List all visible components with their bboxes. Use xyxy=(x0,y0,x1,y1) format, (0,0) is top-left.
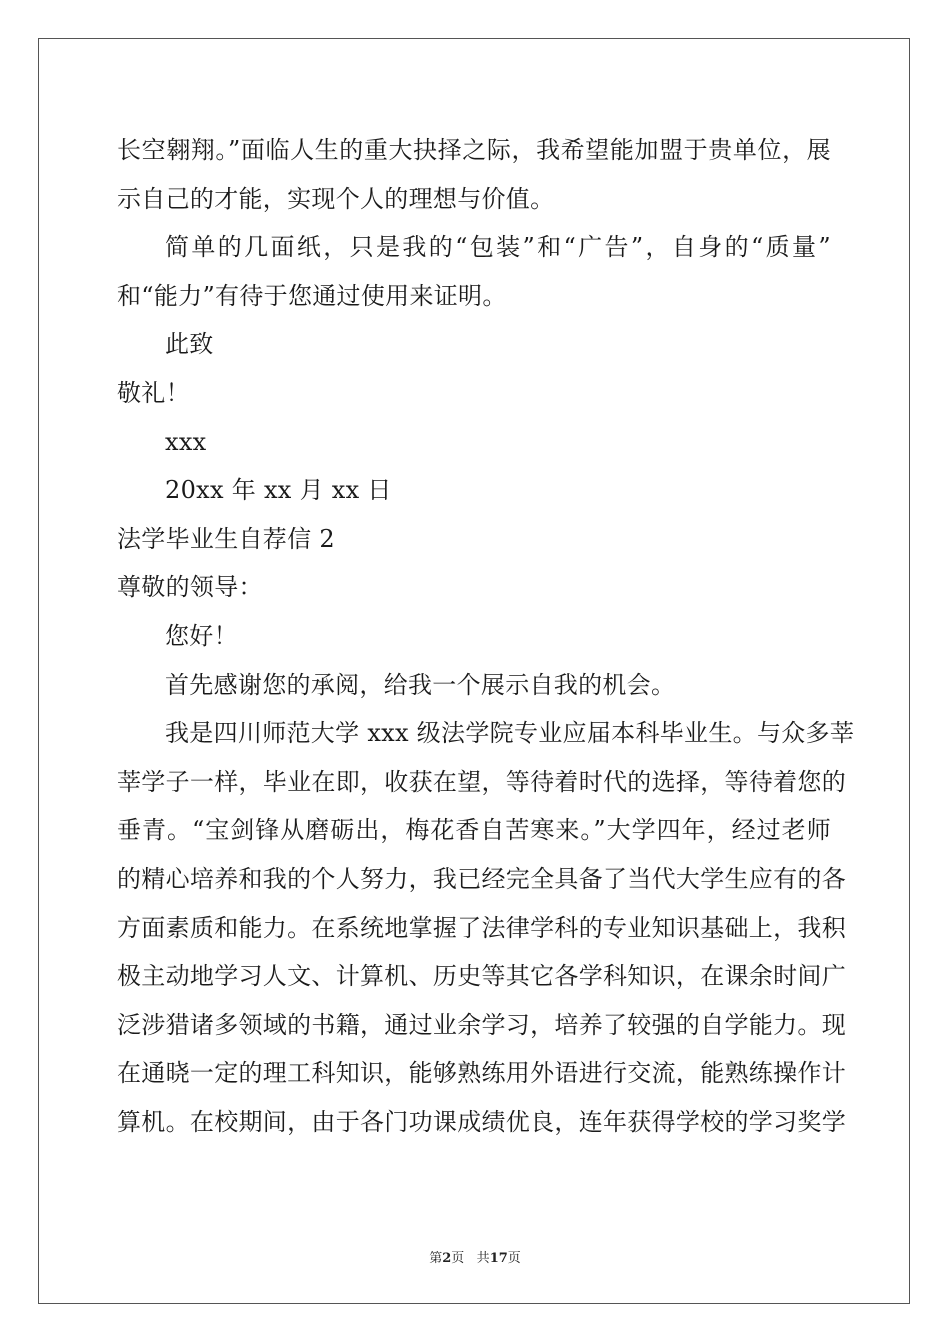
text-line: 方面素质和能力。在系统地掌握了法律学科的专业知识基础上，我积 xyxy=(117,913,846,942)
section-heading: 法学毕业生自荐信 2 xyxy=(117,524,335,553)
page-prefix: 第 xyxy=(429,1251,443,1266)
signature-name: xxx xyxy=(165,427,207,456)
signature-date: 20xx 年 xx 月 xx 日 xyxy=(165,476,392,505)
total-pages: 17 xyxy=(489,1251,508,1266)
page-number: 2 xyxy=(442,1251,452,1266)
text-line: 在通晓一定的理工科知识，能够熟练用外语进行交流，能熟练操作计 xyxy=(117,1059,846,1088)
closing-regards: 敬礼！ xyxy=(117,378,190,407)
total-prefix: 共 xyxy=(476,1251,490,1266)
total-suffix: 页 xyxy=(507,1251,521,1266)
closing-salutation: 此致 xyxy=(165,330,214,359)
text-line: 泛涉猎诸多领域的书籍，通过业余学习，培养了较强的自学能力。现 xyxy=(117,1010,846,1039)
letter-hello: 您好！ xyxy=(165,621,238,650)
text-line: 示自己的才能，实现个人的理想与价值。 xyxy=(117,184,555,213)
letter-greeting: 尊敬的领导： xyxy=(117,573,263,602)
text-line: 我是四川师范大学 xxx 级法学院专业应届本科毕业生。与众多莘 xyxy=(165,719,855,748)
text-line: 莘学子一样，毕业在即，收获在望，等待着时代的选择，等待着您的 xyxy=(117,767,846,796)
text-line: 算机。在校期间，由于各门功课成绩优良，连年获得学校的学习奖学 xyxy=(117,1107,846,1136)
text-line: 垂青。“宝剑锋从磨砺出，梅花香自苦寒来。”大学四年，经过老师 xyxy=(117,816,831,845)
text-line: 极主动地学习人文、计算机、历史等其它各学科知识，在课余时间广 xyxy=(117,962,846,991)
page-footer xyxy=(0,1247,950,1266)
text-line: 简单的几面纸，只是我的“包装”和“广告”，自身的“质量” xyxy=(165,233,831,262)
document-body xyxy=(117,126,855,1146)
page-suffix: 页 xyxy=(451,1251,465,1266)
text-line: 的精心培养和我的个人努力，我已经完全具备了当代大学生应有的各 xyxy=(117,864,846,893)
text-line: 和“能力”有待于您通过使用来证明。 xyxy=(117,281,507,310)
text-line: 首先感谢您的承阅，给我一个展示自我的机会。 xyxy=(165,670,676,699)
text-line: 长空翱翔。”面临人生的重大抉择之际，我希望能加盟于贵单位，展 xyxy=(117,136,831,164)
